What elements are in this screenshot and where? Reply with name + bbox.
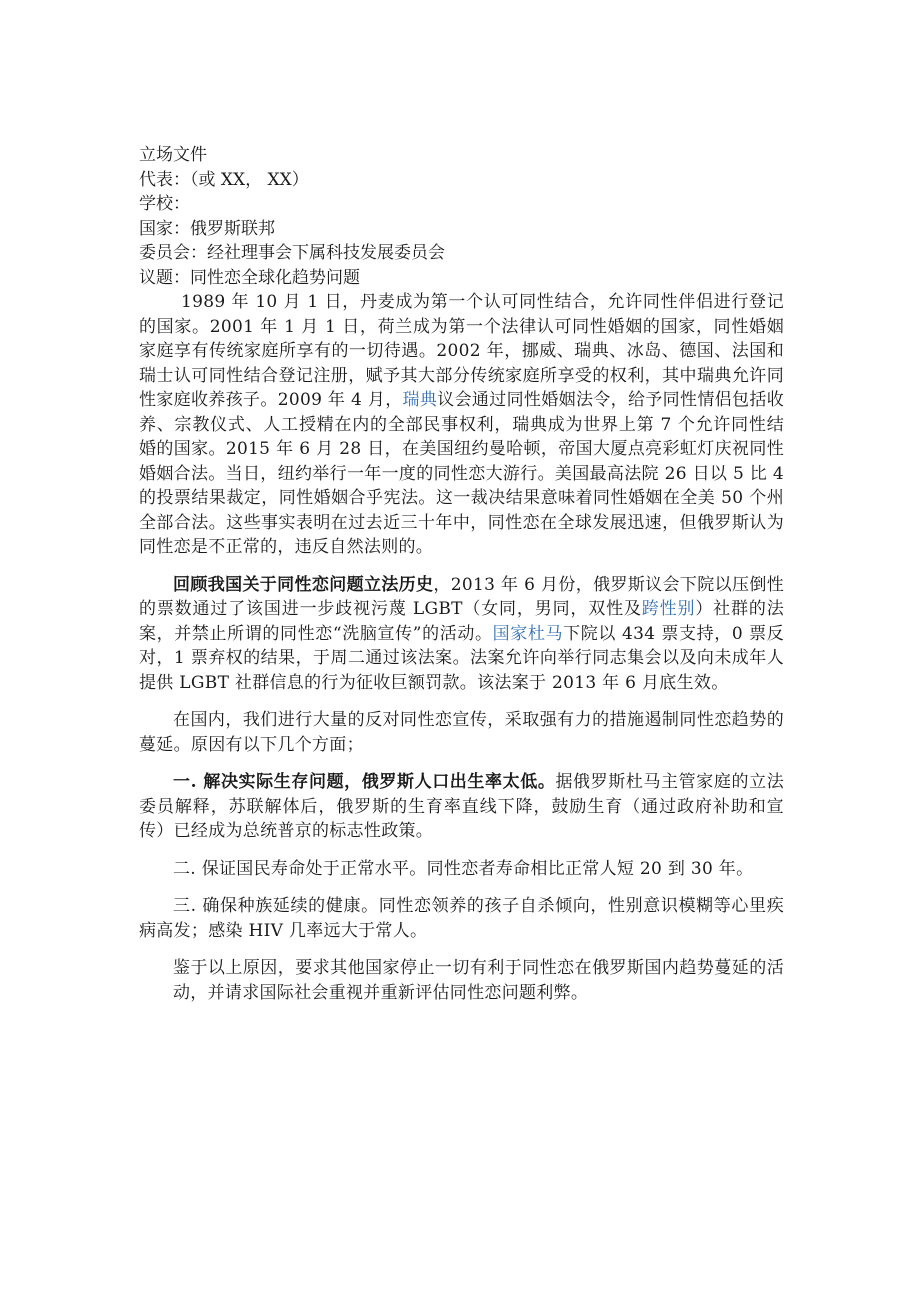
paragraph-legislation-text-b: ）社群的法案，并禁止所谓的同性恋“洗脑宣传”的活动。: [139, 599, 785, 644]
paragraph-legislation-text-a: ，2013 年 6 月份，俄罗斯议会下院以压倒性的票数通过了该国进一步歧视污蔑 LGBT（女同，男同，双性及: [139, 574, 785, 619]
reason-one-heading: 一. 解决实际生存问题，俄罗斯人口出生率太低。: [173, 772, 556, 792]
paragraph-legislation: [139, 573, 784, 696]
topic-line: 议题：同性恋全球化趋势问题: [139, 267, 360, 288]
position-paper: [139, 143, 784, 1005]
paragraph-reason-three: 三. 确保种族延续的健康。同性恋领养的孩子自杀倾向，性别意识模糊等心里疾病高发；感染 HIV 几率远大于常人。: [139, 896, 784, 941]
paragraph-reason-one: [139, 770, 784, 844]
school-line: 学校：: [139, 194, 190, 214]
paragraph-conclusion: 鉴于以上原因，要求其他国家停止一切有利于同性恋在俄罗斯国内趋势蔓延的活动，并请求国际社会重视并重新评估同性恋问题利弊。: [173, 958, 784, 1003]
sweden-link[interactable]: 瑞典: [402, 390, 438, 410]
paragraph-history: [139, 290, 784, 560]
committee-line: 委员会：经社理事会下属科技发展委员会: [139, 243, 445, 263]
paragraph-domestic: 在国内，我们进行大量的反对同性恋宣传，采取强有力的措施遏制同性恋趋势的蔓延。原因有以下几个方面；: [139, 710, 784, 755]
transgender-link[interactable]: 跨性别: [641, 599, 696, 619]
paragraph-legislation-lead: 回顾我国关于同性恋问题立法历史: [173, 574, 434, 595]
doc-title: 立场文件: [139, 145, 207, 165]
paragraph-history-text-b: 议会通过同性婚姻法令，给予同性情侣包括收养、宗教仪式、人工授精在内的全部民事权利，瑞典成为世界上第 7 个允许同性结婚的国家。2015 年 6 月 28 日，在美国纽约曼哈顿，帝国大厦点亮彩虹灯庆祝同性婚姻合法。当日，纽约举行一年一度的同性恋大游行。美国最高法院 26 日以 5 比 4 的投票结果裁定，同性婚姻合乎宪法。这一裁决结果意味着同性婚姻在全美 50 个州全部合法。这些事实表明在过去近三十年中，同性恋在全球发展迅速，但俄罗斯认为同性恋是不正常的，违反自然法则的。: [139, 390, 784, 557]
state-duma-link[interactable]: 国家杜马: [492, 623, 564, 644]
country-line: 国家：俄罗斯联邦: [139, 218, 275, 239]
paragraph-legislation-text-c: 下院以 434 票支持，0 票反对，1 票弃权的结果，于周二通过该法案。法案允许向举行同志集会以及向未成年人提供 LGBT 社群信息的行为征收巨额罚款。该法案于 2013 年 6 月底生效。: [139, 623, 784, 693]
delegate-line: 代表：（或 XX， XX）: [139, 169, 309, 190]
paragraph-reason-two: 二. 保证国民寿命处于正常水平。同性恋者寿命相比正常人短 20 到 30 年。: [173, 858, 754, 879]
paragraph-history-text-a: 1989 年 10 月 1 日，丹麦成为第一个认可同性结合，允许同性伴侣进行登记的国家。2001 年 1 月 1 日，荷兰成为第一个法律认可同性婚姻的国家，同性婚姻家庭享有传统家庭所享有的一切待遇。2002 年，挪威、瑞典、冰岛、德国、法国和瑞士认可同性结合登记注册，赋予其大部分传统家庭所享受的权利，其中瑞典允许同性家庭收养孩子。2009 年 4 月，: [139, 292, 784, 410]
reason-one-text: 据俄罗斯杜马主管家庭的立法委员解释，苏联解体后，俄罗斯的生育率直线下降，鼓励生育（通过政府补助和宣传）已经成为总统普京的标志性政策。: [139, 772, 784, 841]
